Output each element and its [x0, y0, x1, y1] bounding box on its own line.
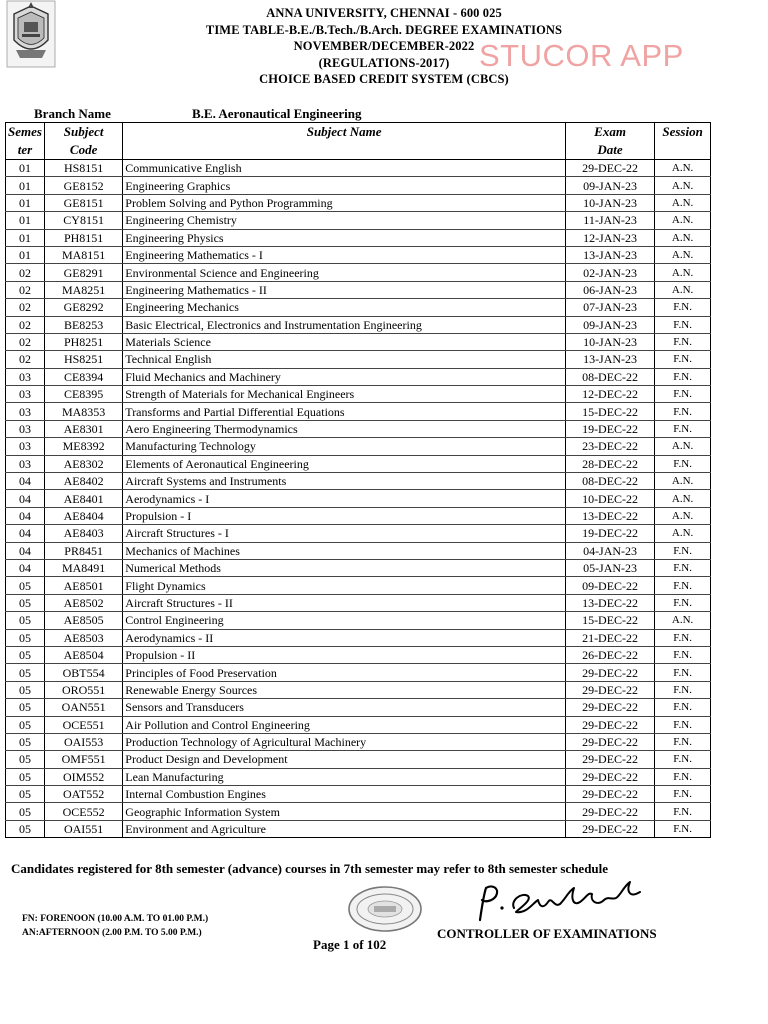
- column-header-exam-date: Exam Date: [565, 123, 654, 160]
- cell-subject-code: ME8392: [44, 438, 122, 455]
- cell-session: F.N.: [655, 420, 711, 437]
- cell-exam-date: 04-JAN-23: [565, 542, 654, 559]
- cell-semester: 03: [6, 438, 45, 455]
- cell-session: F.N.: [655, 733, 711, 750]
- cell-semester: 04: [6, 490, 45, 507]
- cell-session: A.N.: [655, 473, 711, 490]
- cell-session: A.N.: [655, 490, 711, 507]
- cell-session: A.N.: [655, 507, 711, 524]
- cell-session: F.N.: [655, 333, 711, 350]
- table-row: [6, 194, 711, 211]
- cell-semester: 01: [6, 212, 45, 229]
- cell-subject-code: OAT552: [44, 786, 122, 803]
- header-session: NOVEMBER/DECEMBER-2022: [293, 39, 475, 53]
- column-header-semester: Semes ter: [6, 123, 45, 160]
- cell-subject-name: Transforms and Partial Differential Equations: [123, 403, 566, 420]
- cell-semester: 05: [6, 716, 45, 733]
- cell-subject-code: AE8403: [44, 525, 122, 542]
- cell-semester: 03: [6, 386, 45, 403]
- cell-semester: 02: [6, 281, 45, 298]
- cell-exam-date: 02-JAN-23: [565, 264, 654, 281]
- cell-subject-code: PR8451: [44, 542, 122, 559]
- cell-session: F.N.: [655, 403, 711, 420]
- cell-subject-code: OBT554: [44, 664, 122, 681]
- fn-legend: FN: FORENOON (10.00 A.M. TO 01.00 P.M.): [22, 914, 209, 924]
- cell-session: A.N.: [655, 229, 711, 246]
- table-row: [6, 299, 711, 316]
- column-header-session: Session: [655, 123, 711, 160]
- table-row: [6, 786, 711, 803]
- cell-session: A.N.: [655, 194, 711, 211]
- cell-exam-date: 12-JAN-23: [565, 229, 654, 246]
- cell-subject-code: ORO551: [44, 681, 122, 698]
- table-row: [6, 368, 711, 385]
- cell-subject-code: GE8152: [44, 177, 122, 194]
- cell-subject-name: Principles of Food Preservation: [123, 664, 566, 681]
- table-row: [6, 612, 711, 629]
- table-row: [6, 438, 711, 455]
- table-row: [6, 507, 711, 524]
- table-row: [6, 490, 711, 507]
- cell-exam-date: 29-DEC-22: [565, 160, 654, 177]
- cell-semester: 05: [6, 733, 45, 750]
- cell-subject-code: AE8504: [44, 646, 122, 663]
- cell-subject-name: Technical English: [123, 351, 566, 368]
- cell-exam-date: 09-DEC-22: [565, 577, 654, 594]
- cell-subject-name: Mechanics of Machines: [123, 542, 566, 559]
- cell-semester: 01: [6, 246, 45, 263]
- cell-session: F.N.: [655, 316, 711, 333]
- cell-subject-name: Communicative English: [123, 160, 566, 177]
- cell-subject-name: Flight Dynamics: [123, 577, 566, 594]
- cell-subject-code: AE8501: [44, 577, 122, 594]
- cell-session: F.N.: [655, 577, 711, 594]
- table-row: [6, 699, 711, 716]
- cell-exam-date: 29-DEC-22: [565, 664, 654, 681]
- cell-subject-name: Production Technology of Agricultural Machinery: [123, 733, 566, 750]
- cell-session: F.N.: [655, 716, 711, 733]
- cell-subject-code: OAN551: [44, 699, 122, 716]
- cell-semester: 05: [6, 699, 45, 716]
- table-row: [6, 420, 711, 437]
- cell-session: F.N.: [655, 681, 711, 698]
- cell-subject-code: MA8251: [44, 281, 122, 298]
- cell-exam-date: 09-JAN-23: [565, 177, 654, 194]
- column-header-subject-name: Subject Name: [123, 123, 566, 160]
- cell-subject-code: OAI551: [44, 820, 122, 837]
- table-row: [6, 577, 711, 594]
- cell-semester: 05: [6, 803, 45, 820]
- cell-exam-date: 05-JAN-23: [565, 559, 654, 576]
- cell-subject-name: Aerodynamics - I: [123, 490, 566, 507]
- advance-course-note: Candidates registered for 8th semester (advance) courses in 7th semester may refer to 8th semester schedule: [11, 861, 609, 876]
- cell-exam-date: 29-DEC-22: [565, 768, 654, 785]
- cell-subject-code: OMF551: [44, 751, 122, 768]
- cell-exam-date: 08-DEC-22: [565, 473, 654, 490]
- table-row: [6, 542, 711, 559]
- cell-subject-code: AE8503: [44, 629, 122, 646]
- cell-subject-code: MA8151: [44, 246, 122, 263]
- cell-exam-date: 10-JAN-23: [565, 333, 654, 350]
- cell-subject-name: Environment and Agriculture: [123, 820, 566, 837]
- cell-semester: 01: [6, 194, 45, 211]
- table-row: [6, 177, 711, 194]
- cell-semester: 05: [6, 751, 45, 768]
- cell-subject-code: OIM552: [44, 768, 122, 785]
- cell-semester: 02: [6, 264, 45, 281]
- table-row: [6, 716, 711, 733]
- cell-semester: 03: [6, 403, 45, 420]
- cell-semester: 02: [6, 299, 45, 316]
- table-row: [6, 264, 711, 281]
- table-row: [6, 281, 711, 298]
- cell-semester: 05: [6, 612, 45, 629]
- cell-exam-date: 15-DEC-22: [565, 612, 654, 629]
- cell-session: F.N.: [655, 699, 711, 716]
- table-row: [6, 559, 711, 576]
- cell-session: A.N.: [655, 212, 711, 229]
- cell-subject-code: OAI553: [44, 733, 122, 750]
- cell-session: A.N.: [655, 177, 711, 194]
- cell-exam-date: 29-DEC-22: [565, 733, 654, 750]
- cell-subject-code: AE8404: [44, 507, 122, 524]
- cell-session: A.N.: [655, 281, 711, 298]
- cell-subject-code: AE8502: [44, 594, 122, 611]
- cell-subject-code: GE8291: [44, 264, 122, 281]
- cell-subject-code: GE8292: [44, 299, 122, 316]
- cell-subject-name: Materials Science: [123, 333, 566, 350]
- cell-exam-date: 07-JAN-23: [565, 299, 654, 316]
- cell-semester: 05: [6, 820, 45, 837]
- cell-semester: 05: [6, 629, 45, 646]
- table-row: [6, 316, 711, 333]
- cell-subject-code: AE8301: [44, 420, 122, 437]
- cell-subject-code: HS8151: [44, 160, 122, 177]
- cell-subject-code: AE8505: [44, 612, 122, 629]
- cell-exam-date: 10-JAN-23: [565, 194, 654, 211]
- cell-subject-name: Strength of Materials for Mechanical Engineers: [123, 386, 566, 403]
- header-timetable: TIME TABLE-B.E./B.Tech./B.Arch. DEGREE EXAMINATIONS: [205, 22, 563, 37]
- cell-exam-date: 10-DEC-22: [565, 490, 654, 507]
- cell-subject-name: Numerical Methods: [123, 559, 566, 576]
- cell-subject-name: Aircraft Structures - II: [123, 594, 566, 611]
- cell-subject-code: AE8402: [44, 473, 122, 490]
- cell-subject-code: HS8251: [44, 351, 122, 368]
- cell-exam-date: 11-JAN-23: [565, 212, 654, 229]
- cell-subject-name: Aero Engineering Thermodynamics: [123, 420, 566, 437]
- cell-session: F.N.: [655, 820, 711, 837]
- cell-semester: 01: [6, 160, 45, 177]
- cell-subject-code: CE8394: [44, 368, 122, 385]
- cell-exam-date: 29-DEC-22: [565, 716, 654, 733]
- watermark: STUCOR APP: [479, 38, 684, 73]
- table-row: [6, 525, 711, 542]
- cell-subject-code: OCE551: [44, 716, 122, 733]
- cell-exam-date: 19-DEC-22: [565, 525, 654, 542]
- cell-semester: 02: [6, 333, 45, 350]
- cell-subject-name: Sensors and Transducers: [123, 699, 566, 716]
- table-row: [6, 403, 711, 420]
- cell-subject-name: Geographic Information System: [123, 803, 566, 820]
- cell-subject-code: PH8251: [44, 333, 122, 350]
- cell-subject-name: Aircraft Structures - I: [123, 525, 566, 542]
- cell-session: F.N.: [655, 629, 711, 646]
- cell-session: F.N.: [655, 368, 711, 385]
- cell-session: F.N.: [655, 646, 711, 663]
- cell-semester: 04: [6, 542, 45, 559]
- cell-subject-name: Air Pollution and Control Engineering: [123, 716, 566, 733]
- cell-exam-date: 29-DEC-22: [565, 699, 654, 716]
- cell-semester: 02: [6, 351, 45, 368]
- table-row: [6, 351, 711, 368]
- cell-subject-code: CY8151: [44, 212, 122, 229]
- cell-session: F.N.: [655, 786, 711, 803]
- table-row: [6, 664, 711, 681]
- cell-subject-name: Engineering Mechanics: [123, 299, 566, 316]
- cell-semester: 03: [6, 368, 45, 385]
- table-row: [6, 333, 711, 350]
- cell-exam-date: 13-JAN-23: [565, 351, 654, 368]
- cell-subject-name: Renewable Energy Sources: [123, 681, 566, 698]
- cell-semester: 05: [6, 577, 45, 594]
- table-row: [6, 646, 711, 663]
- cell-subject-name: Internal Combustion Engines: [123, 786, 566, 803]
- table-row: [6, 229, 711, 246]
- cell-subject-name: Lean Manufacturing: [123, 768, 566, 785]
- cell-subject-code: MA8353: [44, 403, 122, 420]
- cell-subject-name: Basic Electrical, Electronics and Instrumentation Engineering: [123, 316, 566, 333]
- cell-subject-name: Control Engineering: [123, 612, 566, 629]
- controller-signature: [470, 878, 655, 924]
- table-row: [6, 212, 711, 229]
- cell-subject-code: OCE552: [44, 803, 122, 820]
- cell-semester: 04: [6, 473, 45, 490]
- cell-subject-name: Aircraft Systems and Instruments: [123, 473, 566, 490]
- cell-exam-date: 29-DEC-22: [565, 820, 654, 837]
- cell-subject-name: Engineering Graphics: [123, 177, 566, 194]
- cell-subject-name: Engineering Mathematics - II: [123, 281, 566, 298]
- table-row: [6, 733, 711, 750]
- cell-exam-date: 12-DEC-22: [565, 386, 654, 403]
- page-number: Page 1 of 102: [313, 937, 387, 952]
- cell-subject-name: Problem Solving and Python Programming: [123, 194, 566, 211]
- cell-semester: 04: [6, 507, 45, 524]
- column-header-subject-code: Subject Code: [44, 123, 122, 160]
- official-seal-icon: [346, 885, 424, 933]
- cell-session: F.N.: [655, 386, 711, 403]
- an-legend: AN:AFTERNOON (2.00 P.M. TO 5.00 P.M.): [22, 928, 202, 938]
- cell-subject-name: Fluid Mechanics and Machinery: [123, 368, 566, 385]
- table-row: [6, 681, 711, 698]
- cell-semester: 05: [6, 786, 45, 803]
- table-row: [6, 455, 711, 472]
- cell-session: F.N.: [655, 664, 711, 681]
- cell-session: F.N.: [655, 768, 711, 785]
- cell-exam-date: 21-DEC-22: [565, 629, 654, 646]
- controller-title: CONTROLLER OF EXAMINATIONS: [437, 926, 657, 941]
- cell-subject-code: PH8151: [44, 229, 122, 246]
- cell-subject-name: Environmental Science and Engineering: [123, 264, 566, 281]
- cell-semester: 05: [6, 681, 45, 698]
- cell-session: F.N.: [655, 594, 711, 611]
- cell-exam-date: 13-JAN-23: [565, 246, 654, 263]
- cell-subject-name: Engineering Chemistry: [123, 212, 566, 229]
- cell-exam-date: 13-DEC-22: [565, 507, 654, 524]
- cell-semester: 05: [6, 594, 45, 611]
- table-row: [6, 820, 711, 837]
- cell-semester: 04: [6, 525, 45, 542]
- branch-label: Branch Name: [34, 106, 111, 121]
- cell-session: F.N.: [655, 803, 711, 820]
- cell-session: A.N.: [655, 612, 711, 629]
- cell-subject-name: Product Design and Development: [123, 751, 566, 768]
- cell-exam-date: 19-DEC-22: [565, 420, 654, 437]
- cell-subject-code: GE8151: [44, 194, 122, 211]
- branch-value: B.E. Aeronautical Engineering: [192, 106, 362, 121]
- header-university: ANNA UNIVERSITY, CHENNAI - 600 025: [266, 6, 502, 20]
- cell-session: F.N.: [655, 559, 711, 576]
- cell-subject-name: Propulsion - II: [123, 646, 566, 663]
- cell-semester: 03: [6, 455, 45, 472]
- cell-subject-code: CE8395: [44, 386, 122, 403]
- cell-subject-code: AE8302: [44, 455, 122, 472]
- cell-exam-date: 06-JAN-23: [565, 281, 654, 298]
- table-row: [6, 768, 711, 785]
- cell-semester: 02: [6, 316, 45, 333]
- cell-session: F.N.: [655, 455, 711, 472]
- cell-session: A.N.: [655, 160, 711, 177]
- cell-subject-code: MA8491: [44, 559, 122, 576]
- cell-subject-name: Propulsion - I: [123, 507, 566, 524]
- cell-exam-date: 13-DEC-22: [565, 594, 654, 611]
- cell-semester: 03: [6, 420, 45, 437]
- session-legend: [22, 912, 208, 940]
- cell-semester: 05: [6, 664, 45, 681]
- table-row: [6, 803, 711, 820]
- cell-session: A.N.: [655, 438, 711, 455]
- cell-subject-name: Manufacturing Technology: [123, 438, 566, 455]
- table-row: [6, 473, 711, 490]
- cell-exam-date: 08-DEC-22: [565, 368, 654, 385]
- cell-exam-date: 23-DEC-22: [565, 438, 654, 455]
- cell-exam-date: 15-DEC-22: [565, 403, 654, 420]
- table-row: [6, 246, 711, 263]
- cell-subject-code: BE8253: [44, 316, 122, 333]
- cell-session: A.N.: [655, 264, 711, 281]
- cell-subject-code: AE8401: [44, 490, 122, 507]
- cell-exam-date: 09-JAN-23: [565, 316, 654, 333]
- cell-exam-date: 29-DEC-22: [565, 751, 654, 768]
- table-row: [6, 751, 711, 768]
- table-row: [6, 386, 711, 403]
- cell-exam-date: 29-DEC-22: [565, 803, 654, 820]
- cell-exam-date: 29-DEC-22: [565, 786, 654, 803]
- cell-session: F.N.: [655, 542, 711, 559]
- table-row: [6, 160, 711, 177]
- cell-session: A.N.: [655, 525, 711, 542]
- cell-session: A.N.: [655, 246, 711, 263]
- table-row: [6, 629, 711, 646]
- cell-semester: 04: [6, 559, 45, 576]
- cell-subject-name: Engineering Physics: [123, 229, 566, 246]
- cell-subject-name: Aerodynamics - II: [123, 629, 566, 646]
- cell-semester: 01: [6, 177, 45, 194]
- cell-session: F.N.: [655, 299, 711, 316]
- cell-session: F.N.: [655, 351, 711, 368]
- table-header-row: [6, 123, 711, 160]
- timetable: [5, 122, 711, 838]
- cell-exam-date: 28-DEC-22: [565, 455, 654, 472]
- cell-subject-name: Engineering Mathematics - I: [123, 246, 566, 263]
- cell-semester: 01: [6, 229, 45, 246]
- cell-semester: 05: [6, 768, 45, 785]
- cell-session: F.N.: [655, 751, 711, 768]
- cell-exam-date: 29-DEC-22: [565, 681, 654, 698]
- header-cbcs: CHOICE BASED CREDIT SYSTEM (CBCS): [259, 72, 509, 86]
- cell-exam-date: 26-DEC-22: [565, 646, 654, 663]
- cell-semester: 05: [6, 646, 45, 663]
- table-row: [6, 594, 711, 611]
- cell-subject-name: Elements of Aeronautical Engineering: [123, 455, 566, 472]
- header-regulations: (REGULATIONS-2017): [318, 55, 450, 70]
